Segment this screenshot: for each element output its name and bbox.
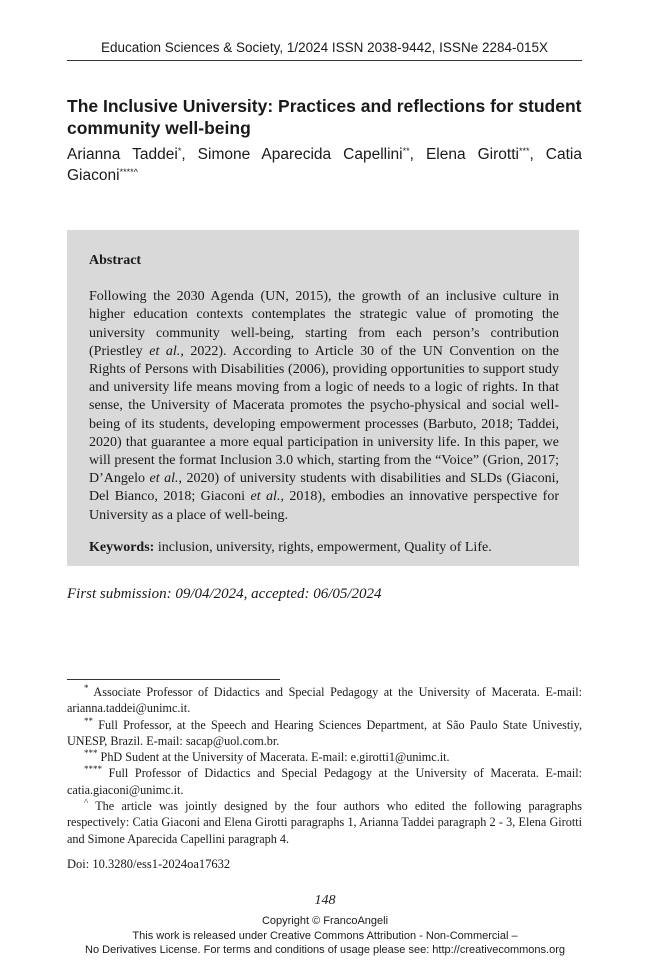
author-separator: ,: [181, 146, 198, 163]
footnote-divider: [67, 679, 280, 680]
submission-dates: First submission: 09/04/2024, accepted: 06/05/2024: [67, 586, 382, 602]
footnote: [67, 798, 582, 847]
author-name: Arianna Taddei: [67, 146, 178, 163]
license-line: No Derivatives License. For terms and conditions of usage please see: http://creativecommons.org: [85, 944, 565, 956]
footnotes: [67, 684, 582, 847]
footnote: [67, 749, 582, 765]
footnote: [67, 684, 582, 717]
footnote-mark: ***: [84, 748, 98, 759]
keywords-label: Keywords:: [89, 539, 155, 555]
abstract-text-part: , 2018), embodies an innovative perspective for University as a place of well-being.: [89, 489, 559, 523]
abstract-italic: et al.: [149, 343, 181, 359]
footnote-mark: ****: [84, 764, 102, 775]
footnote-mark: **: [84, 715, 93, 726]
author-separator: ,: [409, 146, 426, 163]
footnote-text: The article was jointly designed by the four authors who edited the following paragraphs respectively: Catia Giaconi and Elena Girotti paragraphs 1, Arianna Taddei paragraph 2 - 3, Elena Girotti and Simone Aparecida Capellini paragraph 4.: [67, 799, 582, 846]
license-line: This work is released under Creative Commons Attribution - Non-Commercial –: [132, 929, 518, 942]
copyright-line: Copyright © FrancoAngeli: [261, 915, 389, 927]
author-footnote-mark: **: [402, 146, 410, 156]
abstract-italic: et al.: [149, 471, 179, 487]
author-footnote-mark: *: [177, 146, 182, 156]
footnote: [67, 717, 582, 750]
license-notice: [0, 914, 650, 958]
footnote-mark: *: [84, 683, 89, 693]
abstract-text-part: , 2020) of university students with disabilities and SLDs (Giaconi, Del Bianco, 2018; Giaconi: [89, 471, 559, 505]
abstract-text-part: , 2022). According to Article 30 of the UN Convention on the Rights of Persons with Disabilities (2006), providing opportunities to support study and university life means moving from a logic of needs to a logic of rights. In that sense, the University of Macerata promotes the psycho-physical and social well-being of its students, developing empowerment processes (Barbuto, 2018; Taddei, 2020) that guarantee a more equal participation in university life. In this paper, we will present the format Inclusion 3.0 which, starting from the “Voice” (Grion, 2017; D’Angelo: [89, 343, 560, 487]
footnote-text: PhD Sudent at the University of Macerata. E-mail: e.girotti1@unimc.it.: [97, 750, 450, 765]
keywords-list: inclusion, university, rights, empowerment, Quality of Life.: [154, 539, 492, 555]
abstract-italic: et al.: [250, 489, 281, 505]
author-footnote-mark: ****^: [119, 167, 138, 177]
keywords: [89, 539, 559, 557]
doi: Doi: 10.3280/ess1-2024oa17632: [67, 857, 231, 871]
page-number: 148: [314, 893, 336, 908]
footnote-text: Full Professor, at the Speech and Hearing Sciences Department, at São Paulo State Univestiy, UNESP, Brazil. E-mail: sacap@uol.com.br.: [67, 717, 582, 748]
abstract-text-part: Following the 2030 Agenda (UN, 2015), the growth of an inclusive culture in higher education contexts contemplates the strategic value of promoting the university community well-being, starting from each person’s contribution (Priestley: [89, 289, 559, 359]
article-title: The Inclusive University: Practices and reflections for student community well-being: [67, 96, 582, 138]
abstract-heading: Abstract: [89, 253, 142, 268]
abstract-text: [89, 288, 559, 525]
author-name: Catia Giaconi: [67, 146, 582, 184]
author-list: [67, 144, 582, 186]
journal-header: Education Sciences & Society, 1/2024 ISSN 2038-9442, ISSNe 2284-015X: [67, 40, 582, 61]
footnote-text: Associate Professor of Didactics and Special Pedagogy at the University of Macerata. E-mail: arianna.taddei@unimc.it.: [67, 685, 582, 716]
author-name: Simone Aparecida Capellini: [197, 146, 403, 163]
footnote-text: Full Professor of Didactics and Special Pedagogy at the University of Macerata. E-mail: catia.giaconi@unimc.it.: [67, 766, 582, 797]
author-footnote-mark: ***: [518, 146, 530, 156]
abstract-box: [67, 230, 579, 566]
footnote: [67, 765, 582, 798]
author-name: Elena Girotti: [425, 146, 519, 163]
author-separator: ,: [529, 146, 546, 163]
footnote-mark: ^: [84, 797, 89, 808]
